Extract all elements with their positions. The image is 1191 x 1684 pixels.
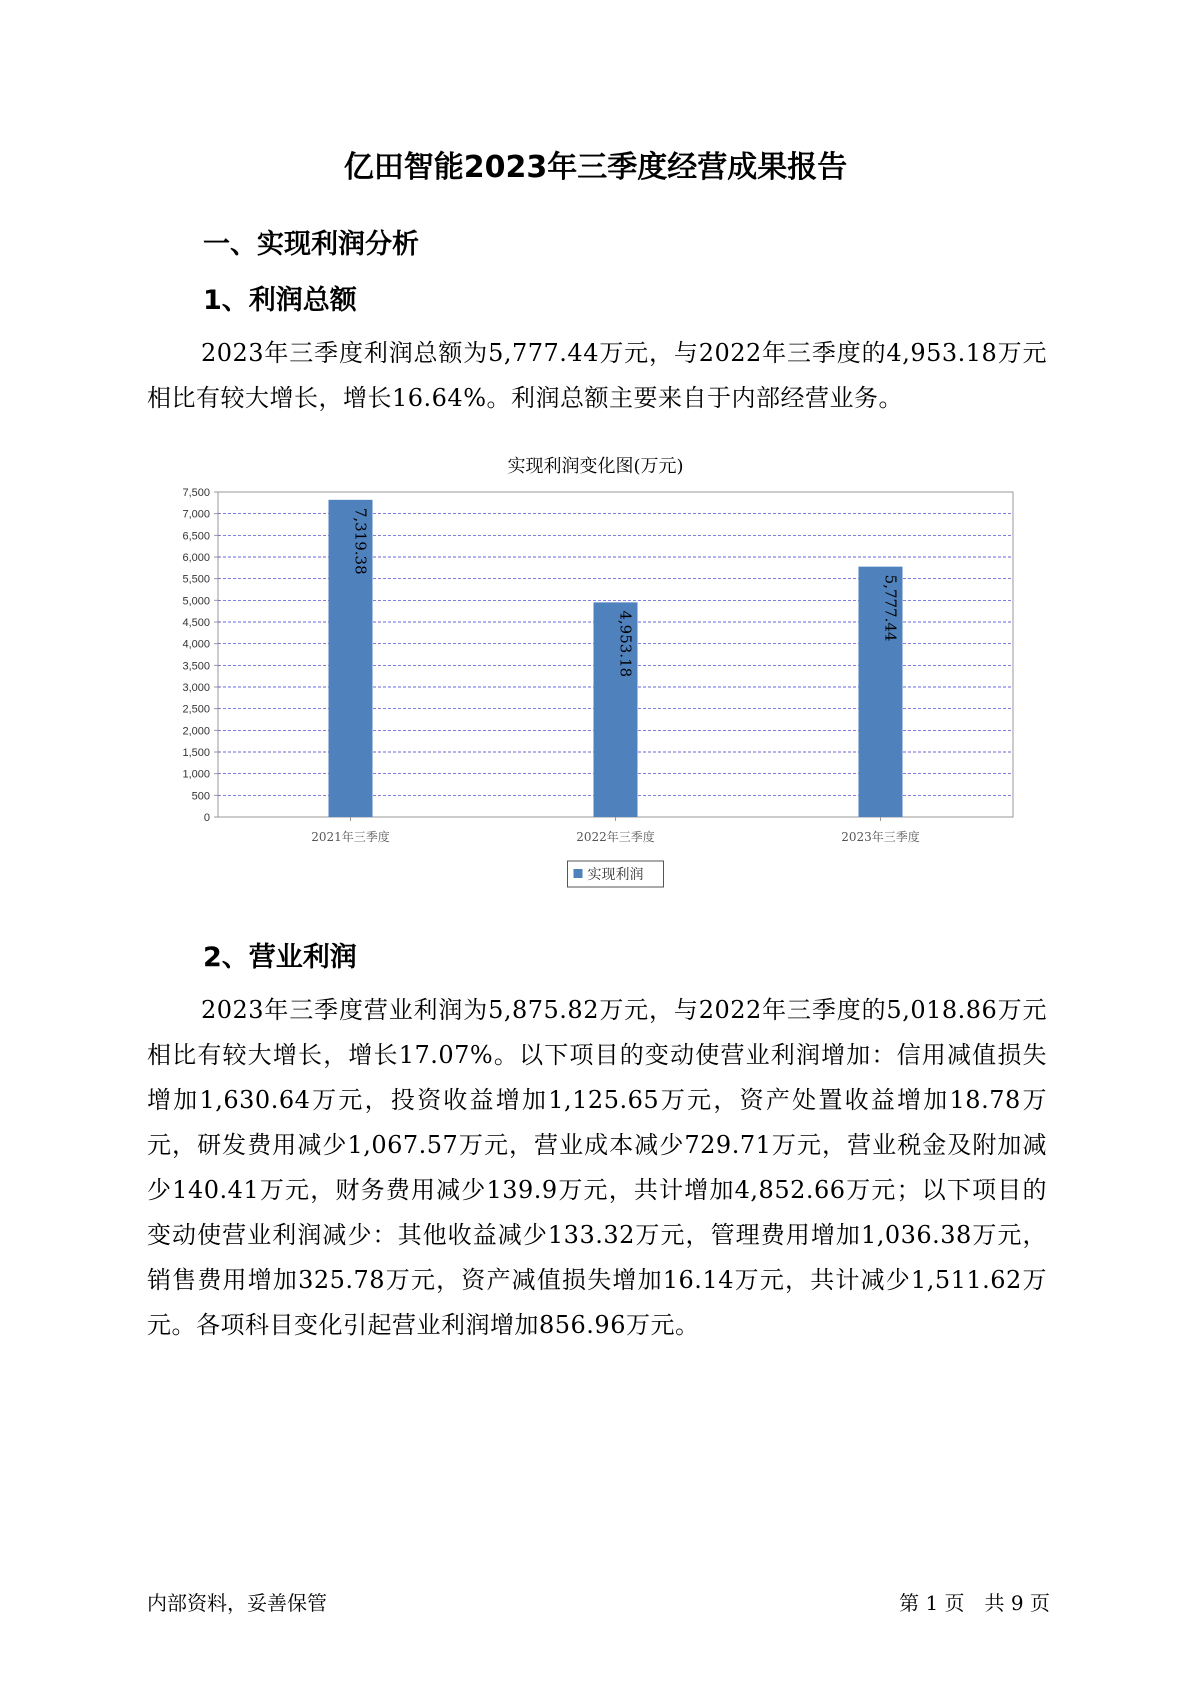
- y-tick-label: 5,000: [182, 595, 210, 608]
- bar-value-label: 7,319.38: [351, 507, 370, 575]
- paragraph-total-profit: 2023年三季度利润总额为5,777.44万元，与2022年三季度的4,953.18万元相比有较大增长，增长16.64%。利润总额主要来自于内部经营业务。: [147, 339, 1047, 412]
- y-tick-label: 1,000: [182, 768, 210, 781]
- y-tick-label: 6,000: [182, 552, 210, 564]
- footer-note: 内部资料，妥善保管: [147, 1591, 327, 1615]
- y-tick-label: 6,500: [182, 530, 210, 543]
- x-tick-label: 2021年三季度: [311, 830, 390, 844]
- y-tick-label: 2,000: [182, 725, 210, 738]
- x-tick-label: 2022年三季度: [576, 830, 655, 844]
- y-tick-label: 5,500: [182, 573, 210, 586]
- y-tick-label: 0: [203, 812, 210, 824]
- page-title: 亿田智能2023年三季度经营成果报告: [343, 150, 848, 185]
- paragraph-operating-profit: 2023年三季度营业利润为5,875.82万元，与2022年三季度的5,018.86万元相比有较大增长，增长17.07%。以下项目的变动使营业利润增加：信用减值损失增加1,630.64万元，投资收益增加1,125.65万元，资产处置收益增加18.78万元，研发费用减少1,067.57万元，营业成本减少729.71万元，营业税金及附加减少140.41万元，财务费用减少139.9万元，共计增加4,852.66万元；以下项目的变动使营业利润减少：其他收益减少133.32万元，管理费用增加1,036.38万元，销售费用增加325.78万元，资产减值损失增加16.14万元，共计减少1,511.62万元。各项科目变化引起营业利润增加856.96万元。: [147, 996, 1047, 1339]
- chart-title: 实现利润变化图(万元): [507, 456, 684, 477]
- profit-bar-chart: [150, 480, 1030, 900]
- y-tick-label: 3,000: [182, 682, 210, 694]
- section-heading: 一、实现利润分析: [203, 229, 419, 260]
- page-number: 第 1 页 共 9 页: [899, 1591, 1050, 1615]
- x-tick-label: 2023年三季度: [841, 830, 920, 844]
- y-tick-label: 1,500: [182, 747, 210, 759]
- y-tick-label: 3,500: [182, 660, 210, 673]
- y-tick-label: 7,500: [182, 487, 210, 499]
- y-tick-label: 500: [191, 790, 210, 803]
- subsection-heading-operating-profit: 2、营业利润: [203, 942, 357, 973]
- bar-value-label: 4,953.18: [616, 610, 635, 678]
- legend-swatch: [574, 869, 583, 878]
- y-tick-label: 7,000: [182, 508, 210, 521]
- y-tick-label: 4,500: [182, 617, 210, 629]
- y-tick-label: 4,000: [182, 638, 210, 651]
- subsection-heading-total-profit: 1、利润总额: [203, 285, 357, 316]
- legend-label: 实现利润: [587, 867, 644, 883]
- bar-value-label: 5,777.44: [881, 574, 900, 642]
- y-tick-label: 2,500: [182, 703, 210, 716]
